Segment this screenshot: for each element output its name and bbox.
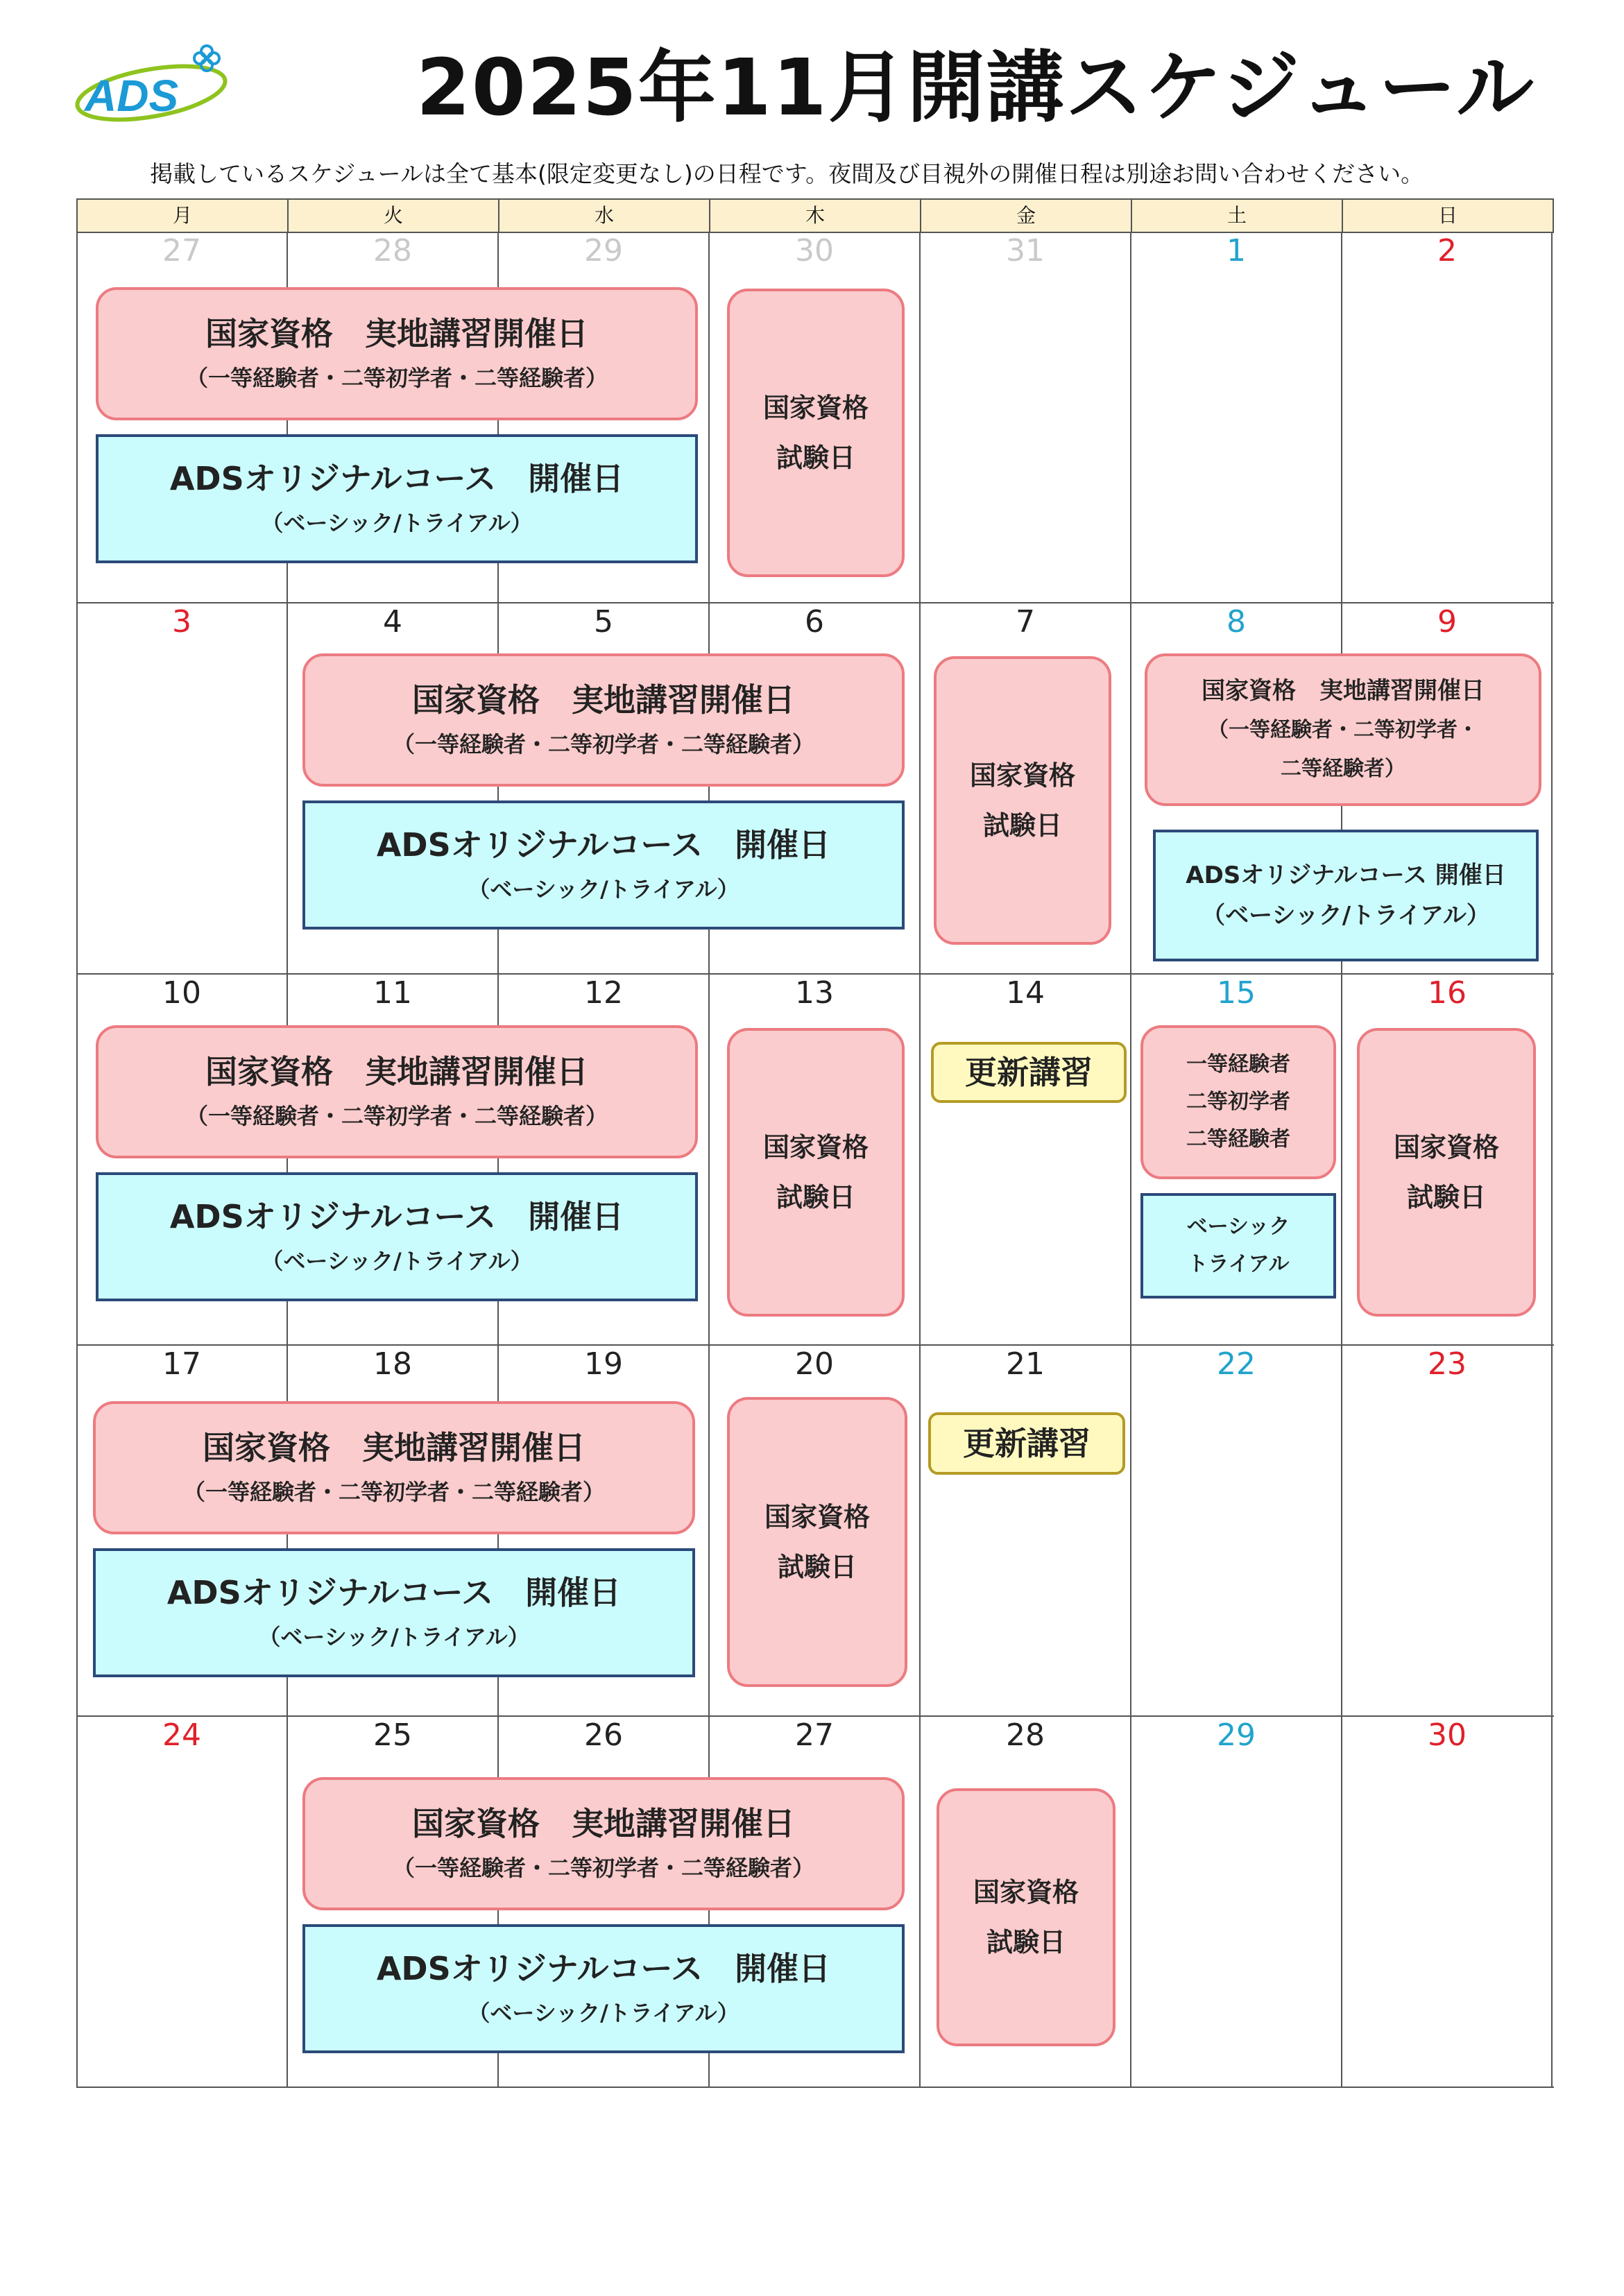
event-detail: （ベーシック/トライアル） <box>261 510 533 536</box>
day-number: 18 <box>373 1346 412 1382</box>
logo-text: ADS <box>85 71 179 121</box>
ads-course-event <box>1140 1193 1336 1299</box>
event-title: ADSオリジナルコース 開催日 <box>376 1950 831 1987</box>
grid-line <box>1551 232 1553 2088</box>
event-title: 国家資格 <box>762 1132 869 1163</box>
exam-event <box>934 656 1111 945</box>
day-number: 3 <box>172 604 191 640</box>
day-number: 27 <box>795 1717 834 1753</box>
event-title: 国家資格 <box>1393 1132 1499 1163</box>
day-number: 9 <box>1437 604 1457 640</box>
event-detail: （一等経験者・二等初学者・二等経験者） <box>392 1855 814 1881</box>
day-number: 24 <box>162 1717 201 1753</box>
day-number: 31 <box>1006 233 1045 268</box>
weekday-tue: 火 <box>289 200 499 232</box>
ads-course-event <box>96 1172 698 1301</box>
weekday-fri: 金 <box>921 200 1132 232</box>
ads-course-event <box>93 1548 695 1677</box>
day-number: 26 <box>584 1717 623 1753</box>
event-detail: 試験日 <box>777 1552 857 1582</box>
day-number: 30 <box>795 233 834 268</box>
event-detail: （ベーシック/トライアル） <box>1202 902 1490 929</box>
exam-event <box>937 1788 1116 2046</box>
day-number: 20 <box>795 1346 834 1382</box>
event-detail: （一等経験者・二等初学者・二等経験者） <box>182 1479 605 1505</box>
national-practical-event <box>96 1025 698 1158</box>
day-number: 12 <box>584 975 623 1011</box>
event-detail: 二等経験者） <box>1281 757 1405 781</box>
event-detail: 二等経験者 <box>1186 1127 1290 1151</box>
event-title: 国家資格 <box>973 1877 1079 1908</box>
event-detail: 試験日 <box>986 1927 1066 1957</box>
event-detail: 試験日 <box>776 1182 855 1213</box>
event-title: 国家資格 実地講習開催日 <box>1202 677 1485 705</box>
renewal-event <box>931 1042 1127 1103</box>
event-detail: トライアル <box>1187 1252 1290 1276</box>
weekday-sun: 日 <box>1437 204 1458 227</box>
day-number: 30 <box>1428 1717 1467 1753</box>
event-detail: （ベーシック/トライアル） <box>258 1624 530 1650</box>
ads-course-event <box>302 800 905 929</box>
event-title: 更新講習 <box>965 1054 1093 1091</box>
event-detail: 試験日 <box>1406 1182 1486 1213</box>
national-practical-event <box>1145 653 1541 806</box>
exam-event <box>727 1028 905 1317</box>
event-title: 更新講習 <box>963 1425 1091 1462</box>
event-title: 国家資格 <box>762 393 869 423</box>
grid-line <box>76 2087 1554 2088</box>
national-practical-event <box>93 1401 695 1534</box>
exam-event <box>727 289 905 577</box>
day-number: 5 <box>594 604 613 640</box>
day-number: 17 <box>162 1346 201 1382</box>
national-practical-event <box>302 653 905 787</box>
day-number: 4 <box>383 604 402 640</box>
event-title: ADSオリジナルコース 開催日 <box>1186 862 1506 889</box>
day-number: 29 <box>1217 1717 1256 1753</box>
ads-course-event <box>302 1924 905 2053</box>
national-practical-event <box>96 287 698 420</box>
event-detail: 試験日 <box>982 810 1062 841</box>
renewal-event <box>928 1412 1125 1475</box>
grid-line <box>1341 232 1342 2088</box>
day-number: 23 <box>1428 1346 1467 1382</box>
event-detail: （一等経験者・二等初学者・ <box>1208 718 1478 742</box>
weekday-mon: 月 <box>78 200 289 232</box>
day-number: 7 <box>1016 604 1035 640</box>
event-title: 国家資格 実地講習開催日 <box>412 681 795 719</box>
weekday-header <box>76 198 1554 233</box>
event-title: ADSオリジナルコース 開催日 <box>169 1198 624 1235</box>
practical-levels-event <box>1140 1025 1336 1179</box>
event-title: ADSオリジナルコース 開催日 <box>166 1574 622 1611</box>
day-number: 16 <box>1428 975 1467 1011</box>
day-number: 27 <box>162 233 201 268</box>
day-number: 29 <box>584 233 623 268</box>
day-number: 25 <box>373 1717 412 1753</box>
ads-course-event <box>96 434 698 563</box>
day-number: 22 <box>1217 1346 1256 1382</box>
ads-course-event <box>1153 830 1539 961</box>
day-number: 8 <box>1226 604 1246 640</box>
page-subtitle: 掲載しているスケジュールは全て基本(限定変更なし)の日程です。夜間及び目視外の開催日程は別途お問い合わせください。 <box>150 160 1424 187</box>
event-title: ADSオリジナルコース 開催日 <box>169 460 624 497</box>
ads-logo <box>69 43 243 126</box>
event-detail: （ベーシック/トライアル） <box>468 2000 740 2026</box>
grid-line <box>76 232 78 2088</box>
day-number: 14 <box>1006 975 1045 1011</box>
day-number: 15 <box>1217 975 1256 1011</box>
event-detail: （一等経験者・二等初学者・二等経験者） <box>185 365 608 391</box>
event-detail: 一等経験者 <box>1186 1052 1290 1077</box>
day-number: 6 <box>805 604 824 640</box>
grid-line <box>1130 232 1131 2088</box>
event-title: 国家資格 <box>764 1502 870 1532</box>
day-number: 21 <box>1006 1346 1045 1382</box>
day-number: 1 <box>1226 233 1246 268</box>
weekday-thu: 木 <box>710 200 921 232</box>
day-number: 19 <box>584 1346 623 1382</box>
event-title: 国家資格 実地講習開催日 <box>205 1053 588 1090</box>
event-title: ADSオリジナルコース 開催日 <box>376 826 831 864</box>
exam-event <box>1357 1028 1536 1317</box>
weekday-sat: 土 <box>1132 200 1343 232</box>
national-practical-event <box>302 1777 905 1910</box>
calendar <box>76 198 1553 2088</box>
event-detail: （一等経験者・二等初学者・二等経験者） <box>392 731 814 757</box>
day-number: 28 <box>373 233 412 268</box>
event-detail: （一等経験者・二等初学者・二等経験者） <box>185 1103 608 1129</box>
event-title: 国家資格 実地講習開催日 <box>203 1429 586 1466</box>
day-number: 2 <box>1437 233 1457 268</box>
day-number: 28 <box>1006 1717 1045 1753</box>
page-title: 2025年11月開講スケジュール <box>416 43 1535 133</box>
event-detail: （ベーシック/トライアル） <box>468 876 740 902</box>
weekday-wed: 水 <box>499 200 710 232</box>
event-title: 国家資格 <box>969 760 1075 791</box>
event-detail: 試験日 <box>776 443 855 473</box>
event-title: 国家資格 実地講習開催日 <box>412 1805 795 1842</box>
event-detail: （ベーシック/トライアル） <box>261 1248 533 1274</box>
event-detail: ベーシック <box>1186 1215 1290 1239</box>
exam-event <box>727 1397 907 1687</box>
event-detail: 二等初学者 <box>1186 1090 1290 1114</box>
event-title: 国家資格 実地講習開催日 <box>205 315 588 352</box>
day-number: 13 <box>795 975 834 1011</box>
day-number: 10 <box>162 975 201 1011</box>
day-number: 11 <box>373 975 412 1011</box>
grid-line <box>919 232 921 2088</box>
